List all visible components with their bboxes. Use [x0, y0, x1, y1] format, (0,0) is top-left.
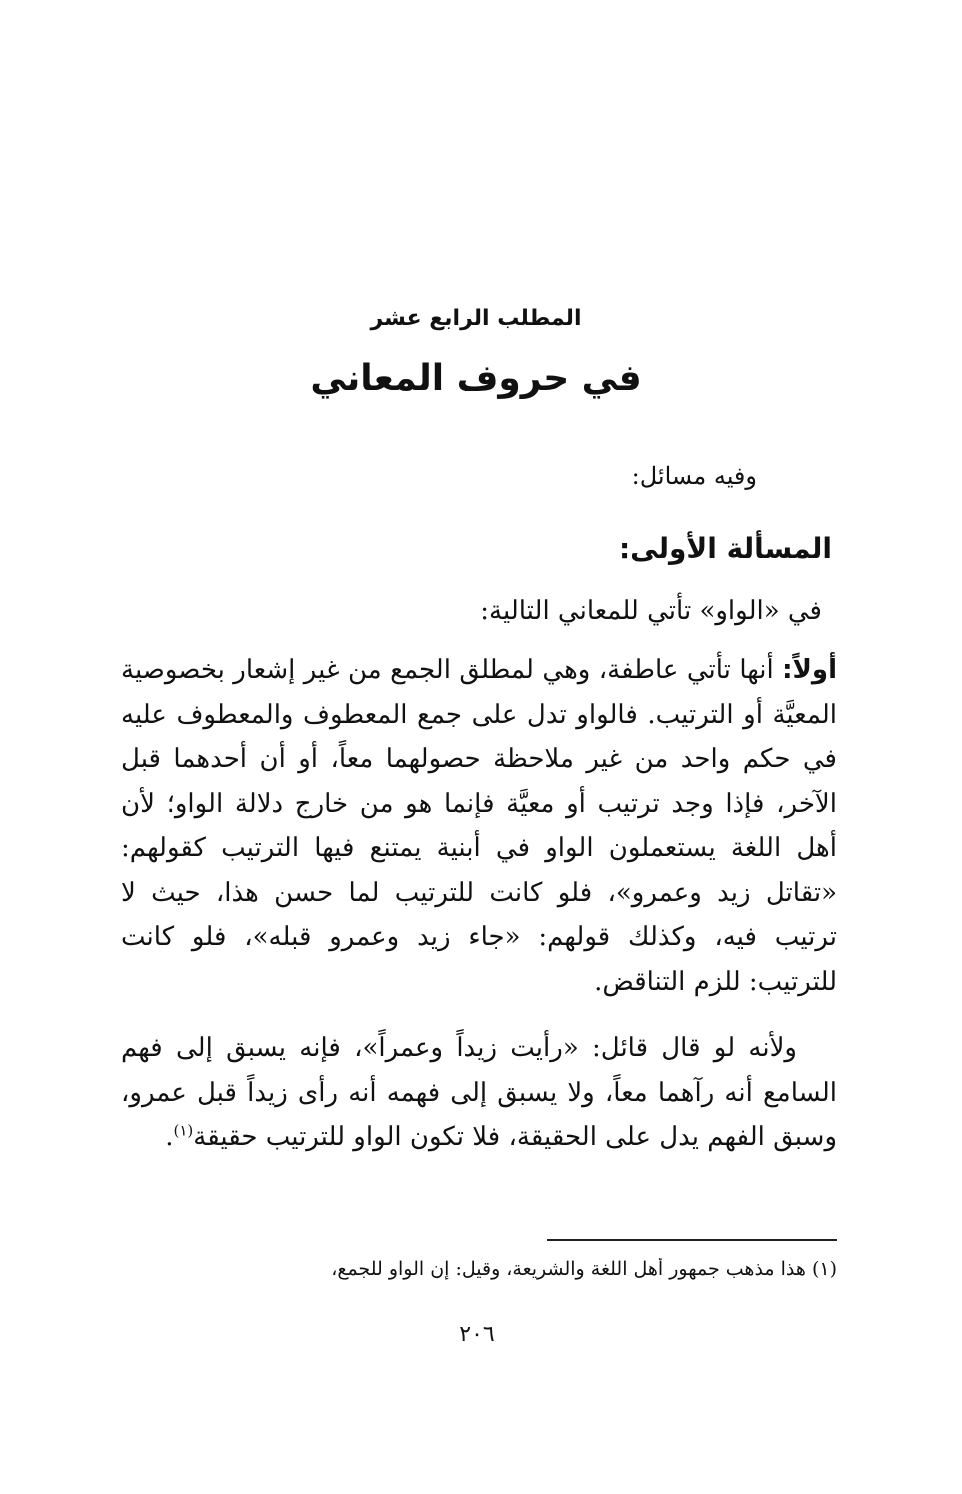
- intro-text: وفيه مسائل:: [631, 462, 757, 490]
- question-intro: في «الواو» تأتي للمعاني التالية:: [480, 596, 822, 626]
- footnote-reference: (١): [173, 1121, 194, 1140]
- footnote-text: (١) هذا مذهب جمهور أهل اللغة والشريعة، وقيل: إن الواو للجمع،: [331, 1258, 837, 1280]
- page-number: ٢٠٦: [459, 1322, 495, 1347]
- page-title: في حروف المعاني: [310, 358, 642, 399]
- paragraph-first-text: أنها تأتي عاطفة، وهي لمطلق الجمع من غير إشعار بخصوصية المعيَّة أو الترتيب. فالواو تدل على جمع المعطوف والمعطوف عليه في حكم واحد من غير ملاحظة حصولهما معاً، أو أن أحدهما قبل الآخر، فإذا وجد ترتيب أو معيَّة فإنما هو من خارج دلالة الواو؛ لأن أهل اللغة يستعملون الواو في أبنية يمتنع فيها الترتيب كقولهم: «تقاتل زيد وعمرو»، فلو كانت للترتيب لما حسن هذا، حيث لا ترتيب فيه، وكذلك قولهم: «جاء زيد وعمرو قبله»، فلو كانت للترتيب: للزم التناقض.: [121, 655, 837, 997]
- paragraph-second-end: .: [165, 1122, 174, 1152]
- paragraph-second-text: ولأنه لو قال قائل: «رأيت زيداً وعمراً»، فإنه يسبق إلى فهم السامع أنه رآهما معاً، ولا يسبق إلى فهمه أنه رأى زيداً قبل عمرو، وسبق الفهم يدل على الحقيقة، فلا تكون الواو للترتيب حقيقة: [121, 1033, 837, 1152]
- paragraph-lead-word: أولاً:: [782, 655, 837, 685]
- section-subheading: المطلب الرابع عشر: [370, 306, 582, 331]
- question-heading: المسألة الأولى:: [618, 532, 832, 565]
- paragraph-first: [121, 648, 837, 1004]
- footnote-divider: [547, 1239, 837, 1241]
- paragraph-second: [121, 1026, 837, 1160]
